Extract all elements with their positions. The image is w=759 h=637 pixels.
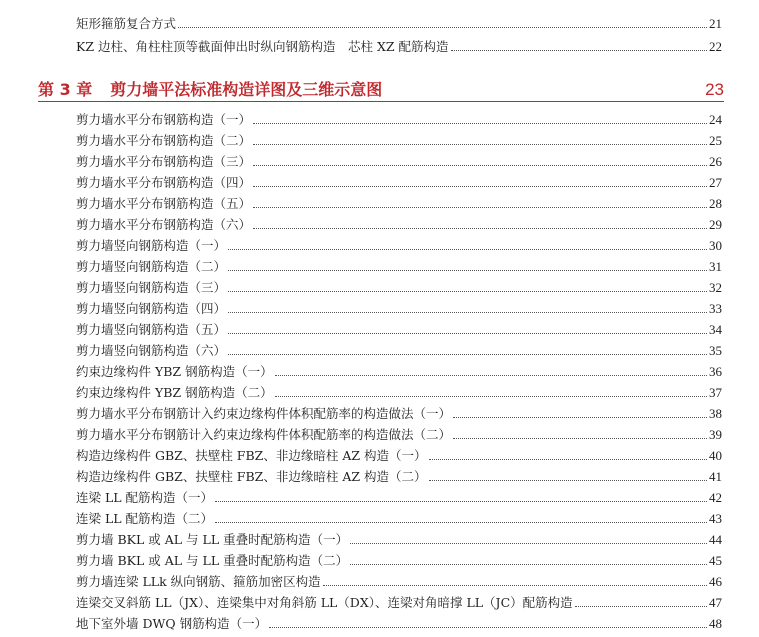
toc-entry-page: 27	[709, 175, 722, 190]
toc-entry-page: 21	[709, 16, 722, 31]
toc-entry-page: 46	[709, 574, 722, 589]
dot-leader	[228, 333, 707, 334]
toc-entry	[76, 192, 722, 212]
dot-leader	[253, 144, 707, 145]
toc-entry-title: 连梁 LL 配筋构造（一）	[76, 490, 214, 505]
toc-entry-page: 48	[709, 616, 722, 631]
toc-entry-title: KZ 边柱、角柱柱顶等截面伸出时纵向钢筋构造 芯柱 XZ 配筋构造	[76, 39, 449, 54]
toc-entry	[76, 108, 722, 128]
toc-entry-page: 38	[709, 406, 722, 421]
dot-leader	[253, 228, 707, 229]
dot-leader	[429, 459, 707, 460]
toc-entry-title: 剪力墙水平分布钢筋构造（六）	[76, 217, 252, 232]
toc-entry-page: 36	[709, 364, 722, 379]
toc-entry-title: 剪力墙竖向钢筋构造（五）	[76, 322, 227, 337]
toc-entry-title: 连梁 LL 配筋构造（二）	[76, 511, 214, 526]
toc-entry-title: 约束边缘构件 YBZ 钢筋构造（一）	[76, 364, 273, 379]
dot-leader	[323, 585, 707, 586]
toc-entry	[76, 255, 722, 275]
toc-entry	[76, 276, 722, 296]
chapter-number: 第 3 章	[38, 80, 93, 99]
dot-leader	[228, 291, 707, 292]
dot-leader	[275, 375, 707, 376]
toc-entry	[76, 234, 722, 254]
chapter-title: 剪力墙平法标准构造详图及三维示意图	[110, 80, 383, 99]
toc-entry	[76, 12, 722, 32]
toc-entry-title: 剪力墙竖向钢筋构造（六）	[76, 343, 227, 358]
toc-entry-page: 28	[709, 196, 722, 211]
toc-entry	[76, 129, 722, 149]
toc-entry	[76, 297, 722, 317]
chapter-page: 23	[705, 80, 724, 99]
toc-entry-page: 47	[709, 595, 722, 610]
dot-leader	[269, 627, 707, 628]
toc-entry	[76, 35, 722, 55]
dot-leader	[253, 186, 707, 187]
toc-entry-title: 构造边缘构件 GBZ、扶壁柱 FBZ、非边缘暗柱 AZ 构造（一）	[76, 448, 427, 463]
dot-leader	[429, 480, 707, 481]
toc-entry-title: 剪力墙水平分布钢筋构造（四）	[76, 175, 252, 190]
toc-entry-page: 37	[709, 385, 722, 400]
toc-entry	[76, 402, 722, 422]
toc-entry-page: 24	[709, 112, 722, 127]
toc-entry	[76, 444, 722, 464]
toc-entry-title: 连梁交叉斜筋 LL（JX）、连梁集中对角斜筋 LL（DX）、连梁对角暗撑 LL（JC）配筋构造	[76, 595, 573, 610]
toc-entry-page: 26	[709, 154, 722, 169]
dot-leader	[253, 207, 707, 208]
toc-entry	[76, 549, 722, 569]
toc-entry	[76, 465, 722, 485]
chapter-rule	[38, 101, 724, 102]
toc-entry-title: 剪力墙竖向钢筋构造（三）	[76, 280, 227, 295]
toc-entry-page: 42	[709, 490, 722, 505]
toc-entry-page: 30	[709, 238, 722, 253]
dot-leader	[178, 27, 707, 28]
toc-entry-title: 剪力墙水平分布钢筋计入约束边缘构件体积配筋率的构造做法（一）	[76, 406, 452, 421]
dot-leader	[253, 165, 707, 166]
toc-entry-page: 44	[709, 532, 722, 547]
dot-leader	[350, 564, 707, 565]
toc-entry-page: 22	[709, 39, 722, 54]
chapter-heading	[38, 74, 724, 100]
toc-entry-page: 25	[709, 133, 722, 148]
toc-entry-title: 剪力墙 BKL 或 AL 与 LL 重叠时配筋构造（一）	[76, 532, 349, 547]
toc-entry-title: 剪力墙 BKL 或 AL 与 LL 重叠时配筋构造（二）	[76, 553, 349, 568]
dot-leader	[451, 50, 707, 51]
toc-entry-page: 43	[709, 511, 722, 526]
toc-entry	[76, 150, 722, 170]
toc-entry	[76, 339, 722, 359]
toc-entry-title: 地下室外墙 DWQ 钢筋构造（一）	[76, 616, 268, 631]
dot-leader	[350, 543, 707, 544]
toc-entry	[76, 570, 722, 590]
toc-entry	[76, 486, 722, 506]
toc-entry-page: 35	[709, 343, 722, 358]
dot-leader	[575, 606, 707, 607]
toc-entry-page: 34	[709, 322, 722, 337]
toc-entry-title: 剪力墙竖向钢筋构造（一）	[76, 238, 227, 253]
toc-entry-page: 39	[709, 427, 722, 442]
toc-entry-title: 剪力墙竖向钢筋构造（二）	[76, 259, 227, 274]
dot-leader	[253, 123, 707, 124]
dot-leader	[453, 438, 707, 439]
dot-leader	[228, 270, 707, 271]
dot-leader	[228, 249, 707, 250]
toc-entry	[76, 171, 722, 191]
toc-entry-page: 41	[709, 469, 722, 484]
toc-entry-title: 约束边缘构件 YBZ 钢筋构造（二）	[76, 385, 273, 400]
toc-entry-title: 剪力墙水平分布钢筋计入约束边缘构件体积配筋率的构造做法（二）	[76, 427, 452, 442]
toc-entry-title: 矩形箍筋复合方式	[76, 16, 177, 31]
toc-entry	[76, 318, 722, 338]
toc-entry-title: 构造边缘构件 GBZ、扶壁柱 FBZ、非边缘暗柱 AZ 构造（二）	[76, 469, 427, 484]
toc-entry	[76, 213, 722, 233]
dot-leader	[275, 396, 707, 397]
toc-entry-page: 45	[709, 553, 722, 568]
toc-entry-page: 32	[709, 280, 722, 295]
dot-leader	[215, 501, 707, 502]
toc-entry	[76, 360, 722, 380]
toc-entry-page: 40	[709, 448, 722, 463]
toc-entry	[76, 381, 722, 401]
toc-entry-page: 31	[709, 259, 722, 274]
toc-entry	[76, 507, 722, 527]
toc-entry-title: 剪力墙水平分布钢筋构造（三）	[76, 154, 252, 169]
toc-entry-page: 33	[709, 301, 722, 316]
dot-leader	[453, 417, 707, 418]
toc-entry-title: 剪力墙水平分布钢筋构造（二）	[76, 133, 252, 148]
dot-leader	[228, 354, 707, 355]
toc-entry	[76, 423, 722, 443]
toc-entry-title: 剪力墙水平分布钢筋构造（一）	[76, 112, 252, 127]
toc-entry	[76, 612, 722, 632]
toc-entry-title: 剪力墙连梁 LLk 纵向钢筋、箍筋加密区构造	[76, 574, 321, 589]
toc-entry-page: 29	[709, 217, 722, 232]
dot-leader	[215, 522, 707, 523]
toc-entry	[76, 528, 722, 548]
toc-entry-title: 剪力墙竖向钢筋构造（四）	[76, 301, 227, 316]
dot-leader	[228, 312, 707, 313]
toc-entry-title: 剪力墙水平分布钢筋构造（五）	[76, 196, 252, 211]
toc-entry	[76, 591, 722, 611]
